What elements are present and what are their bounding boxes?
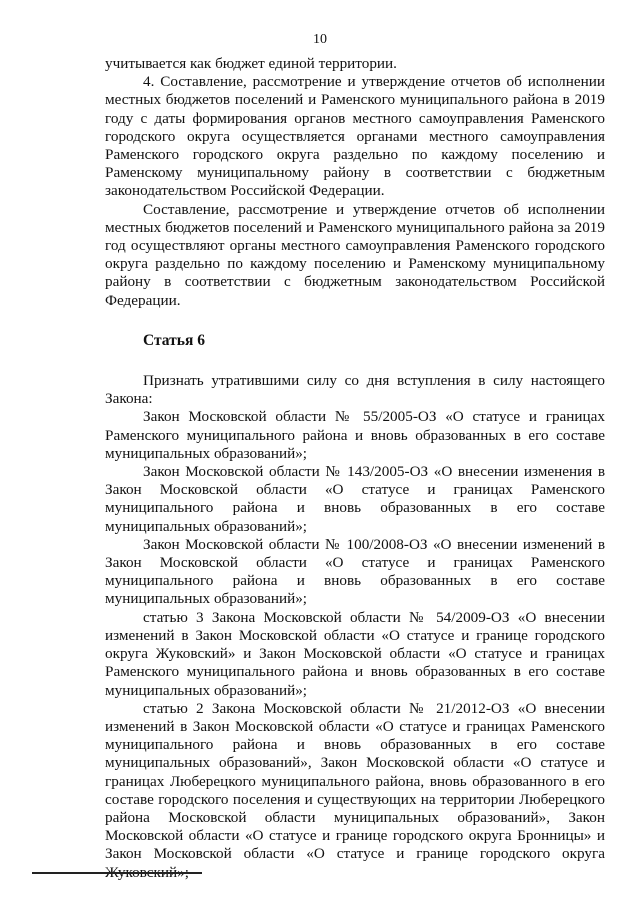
- paragraph-reports-2019: Составление, рассмотрение и утверждение отчетов об исполнении местных бюджетов поселений и Раменского муниципального района за 2019 год осуществляют органы местного самоуправления Раменского городского округа раздельно по каждому поселению и Раменскому муниципальному району в соответствии с бюджетным законодательством Российской Федерации.: [105, 200, 605, 309]
- spacer: [105, 350, 605, 372]
- document-body: [105, 55, 605, 882]
- spacer: [105, 310, 605, 332]
- article-paragraph-intro: Признать утратившими силу со дня вступления в силу настоящего Закона:: [105, 372, 605, 408]
- footer-divider: [32, 872, 202, 874]
- page-number: 10: [313, 32, 327, 47]
- article-heading: Статья 6: [143, 331, 205, 349]
- paragraph-item-4: 4. Составление, рассмотрение и утверждение отчетов об исполнении местных бюджетов поселений и Раменского муниципального района в 2019 году с даты формирования органов местного самоуправления Раменского городского округа осуществляется органами местного самоуправления Раменского городского округа раздельно по каждому поселению и Раменскому муниципальному району в соответствии с бюджетным законодательством Российской Федерации.: [105, 73, 605, 200]
- article-paragraph-law-54-2009: статью 3 Закона Московской области № 54/2009-ОЗ «О внесении изменений в Закон Московской области «О статусе и границе городского округа Жуковский» и Закон Московской области «О статусе и границах Раменского муниципального района и вновь образованных в его составе муниципальных образований»;: [105, 608, 605, 699]
- paragraph-continuation: учитывается как бюджет единой территории.: [105, 55, 397, 72]
- article-paragraph-law-100-2008: Закон Московской области № 100/2008-ОЗ «О внесении изменений в Закон Московской области «О статусе и границах Раменского муниципального района и вновь образованных в его составе муниципальных образований»;: [105, 535, 605, 608]
- article-paragraph-law-21-2012: статью 2 Закона Московской области № 21/2012-ОЗ «О внесении изменений в Закон Московской области «О статусе и границах Раменского муниципального района и вновь образованных в его составе муниципальных образований», Закон Московской области «О статусе и границах Люберецкого муниципального района, вновь образованного в его составе городского поселения и существующих на территории Люберецкого района Московской области муниципальных образований», Закон Московской области «О статусе и границе городского округа Бронницы» и Закон Московской области «О статусе и границе городского округа Жуковский»;: [105, 699, 605, 881]
- article-paragraph-law-55-2005: Закон Московской области № 55/2005-ОЗ «О статусе и границах Раменского муниципального района и вновь образованных в его составе муниципальных образований»;: [105, 408, 605, 462]
- article-paragraph-law-143-2005: Закон Московской области № 143/2005-ОЗ «О внесении изменения в Закон Московской области «О статусе и границах Раменского муниципального района и вновь образованных в его составе муниципальных образований»;: [105, 463, 605, 535]
